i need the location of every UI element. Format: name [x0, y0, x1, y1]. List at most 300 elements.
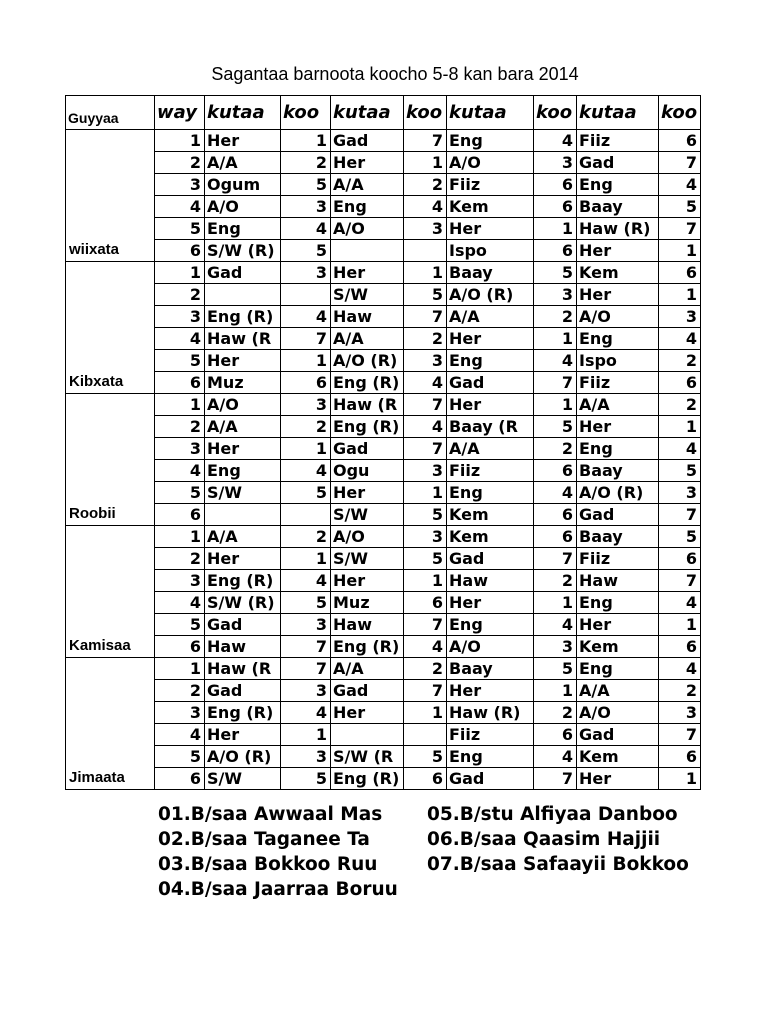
grade-cell: 4 — [404, 196, 447, 218]
subject-cell: Her — [331, 482, 404, 504]
teacher-entry: 07.B/saa Safaayii Bokkoo — [427, 854, 689, 875]
period-number: 1 — [155, 262, 205, 284]
subject-cell: Haw — [331, 614, 404, 636]
subject-cell — [331, 724, 404, 746]
grade-cell: 3 — [404, 218, 447, 240]
period-number: 4 — [155, 328, 205, 350]
period-number: 4 — [155, 460, 205, 482]
grade-cell: 7 — [404, 614, 447, 636]
teacher-entry: 02.B/saa Taganee Ta — [158, 829, 370, 850]
period-number: 3 — [155, 438, 205, 460]
subject-cell: Eng (R) — [331, 768, 404, 790]
subject-cell: Eng — [205, 460, 281, 482]
grade-cell: 6 — [534, 460, 577, 482]
grade-cell: 2 — [534, 570, 577, 592]
grade-cell: 7 — [534, 372, 577, 394]
grade-cell: 3 — [404, 526, 447, 548]
grade-cell: 2 — [659, 394, 701, 416]
grade-cell: 5 — [404, 746, 447, 768]
grade-cell: 3 — [281, 394, 331, 416]
grade-cell: 5 — [404, 504, 447, 526]
subject-cell: Eng — [577, 438, 659, 460]
grade-cell: 3 — [281, 196, 331, 218]
table-row — [66, 350, 701, 372]
table-row — [66, 768, 701, 790]
period-number: 4 — [155, 592, 205, 614]
grade-cell: 7 — [404, 130, 447, 152]
column-header: kutaa — [205, 96, 281, 130]
page-title: Sagantaa barnoota koocho 5-8 kan bara 2014 — [211, 64, 579, 84]
grade-cell: 4 — [659, 658, 701, 680]
grade-cell: 7 — [404, 306, 447, 328]
table-row — [66, 284, 701, 306]
grade-cell: 4 — [281, 702, 331, 724]
grade-cell: 6 — [659, 372, 701, 394]
grade-cell: 5 — [534, 658, 577, 680]
grade-cell: 7 — [659, 724, 701, 746]
subject-cell: Baay — [577, 460, 659, 482]
subject-cell: S/W — [331, 504, 404, 526]
grade-cell: 2 — [659, 350, 701, 372]
grade-cell: 7 — [281, 636, 331, 658]
teacher-entry: 05.B/stu Alfiyaa Danboo — [427, 804, 678, 825]
subject-cell: Kem — [577, 746, 659, 768]
subject-cell: Her — [577, 768, 659, 790]
subject-cell: Eng (R) — [205, 702, 281, 724]
grade-cell: 1 — [534, 680, 577, 702]
subject-cell: Eng (R) — [331, 372, 404, 394]
grade-cell: 5 — [281, 768, 331, 790]
subject-cell: Her — [331, 262, 404, 284]
timetable — [65, 95, 701, 790]
subject-cell: Eng — [331, 196, 404, 218]
grade-cell: 1 — [534, 592, 577, 614]
grade-cell: 3 — [534, 284, 577, 306]
grade-cell — [281, 504, 331, 526]
subject-cell: Gad — [331, 130, 404, 152]
grade-cell: 7 — [404, 438, 447, 460]
table-row — [66, 702, 701, 724]
grade-cell: 3 — [281, 262, 331, 284]
table-row — [66, 130, 701, 152]
period-number: 5 — [155, 614, 205, 636]
subject-cell: Her — [447, 592, 534, 614]
subject-cell: A/A — [205, 152, 281, 174]
table-row — [66, 592, 701, 614]
period-number: 3 — [155, 570, 205, 592]
table-row — [66, 218, 701, 240]
subject-cell: S/W (R — [331, 746, 404, 768]
table-row — [66, 460, 701, 482]
subject-cell: A/A — [205, 526, 281, 548]
period-number: 2 — [155, 152, 205, 174]
subject-cell: A/O (R) — [205, 746, 281, 768]
subject-cell: S/W — [205, 768, 281, 790]
table-row — [66, 240, 701, 262]
period-number: 6 — [155, 372, 205, 394]
subject-cell: Eng — [447, 746, 534, 768]
subject-cell: Fiiz — [577, 372, 659, 394]
period-number: 5 — [155, 350, 205, 372]
period-number: 3 — [155, 306, 205, 328]
subject-cell: Her — [205, 350, 281, 372]
subject-cell — [205, 284, 281, 306]
grade-cell: 1 — [404, 152, 447, 174]
period-number: 5 — [155, 482, 205, 504]
subject-cell: Gad — [205, 614, 281, 636]
grade-cell: 5 — [534, 262, 577, 284]
subject-cell: Fiiz — [447, 174, 534, 196]
subject-cell: Fiiz — [447, 460, 534, 482]
grade-cell: 6 — [404, 768, 447, 790]
grade-cell: 4 — [659, 438, 701, 460]
subject-cell: A/O (R) — [577, 482, 659, 504]
subject-cell — [205, 504, 281, 526]
subject-cell: Eng — [447, 614, 534, 636]
grade-cell: 3 — [659, 702, 701, 724]
table-row — [66, 482, 701, 504]
subject-cell: Gad — [577, 504, 659, 526]
subject-cell: A/O — [205, 196, 281, 218]
subject-cell: Kem — [447, 504, 534, 526]
grade-cell: 6 — [534, 240, 577, 262]
column-header: kutaa — [447, 96, 534, 130]
period-number: 2 — [155, 548, 205, 570]
grade-cell: 2 — [659, 680, 701, 702]
subject-cell: Gad — [447, 548, 534, 570]
grade-cell: 7 — [534, 548, 577, 570]
subject-cell: A/A — [205, 416, 281, 438]
grade-cell: 7 — [659, 152, 701, 174]
teacher-list-left — [158, 802, 423, 902]
subject-cell: Baay — [577, 526, 659, 548]
subject-cell: Her — [577, 284, 659, 306]
table-row — [66, 614, 701, 636]
subject-cell: A/O — [447, 636, 534, 658]
grade-cell: 6 — [534, 196, 577, 218]
grade-cell: 1 — [659, 768, 701, 790]
grade-cell — [404, 240, 447, 262]
grade-cell: 6 — [534, 504, 577, 526]
period-number: 4 — [155, 196, 205, 218]
grade-cell: 1 — [534, 218, 577, 240]
subject-cell: A/O (R) — [331, 350, 404, 372]
subject-cell: Her — [577, 614, 659, 636]
period-number: 1 — [155, 394, 205, 416]
grade-cell: 5 — [281, 240, 331, 262]
period-number: 1 — [155, 130, 205, 152]
grade-cell: 4 — [534, 746, 577, 768]
grade-cell: 6 — [659, 130, 701, 152]
grade-cell: 5 — [404, 284, 447, 306]
subject-cell: Eng — [447, 482, 534, 504]
grade-cell: 6 — [659, 746, 701, 768]
subject-cell: S/W (R) — [205, 592, 281, 614]
table-row — [66, 328, 701, 350]
subject-cell: Fiiz — [447, 724, 534, 746]
grade-cell: 7 — [534, 768, 577, 790]
grade-cell: 2 — [534, 306, 577, 328]
table-row — [66, 262, 701, 284]
grade-cell: 2 — [404, 328, 447, 350]
subject-cell: Eng — [205, 218, 281, 240]
period-number: 2 — [155, 416, 205, 438]
subject-cell — [331, 240, 404, 262]
grade-cell: 5 — [404, 548, 447, 570]
subject-cell: A/A — [577, 680, 659, 702]
period-number: 2 — [155, 680, 205, 702]
grade-cell: 6 — [281, 372, 331, 394]
subject-cell: Baay — [447, 262, 534, 284]
subject-cell: Fiiz — [577, 548, 659, 570]
subject-cell: S/W — [331, 548, 404, 570]
grade-cell: 1 — [534, 394, 577, 416]
subject-cell: Her — [205, 548, 281, 570]
grade-cell: 1 — [659, 240, 701, 262]
grade-cell: 1 — [281, 350, 331, 372]
grade-cell: 3 — [281, 680, 331, 702]
grade-cell: 3 — [534, 152, 577, 174]
subject-cell: Baay — [577, 196, 659, 218]
grade-cell: 7 — [659, 504, 701, 526]
subject-cell: Gad — [331, 680, 404, 702]
subject-cell: Gad — [331, 438, 404, 460]
subject-cell: A/A — [331, 328, 404, 350]
period-number: 6 — [155, 636, 205, 658]
grade-cell: 4 — [281, 306, 331, 328]
table-row — [66, 746, 701, 768]
grade-cell: 7 — [659, 218, 701, 240]
subject-cell: A/A — [577, 394, 659, 416]
subject-cell: Eng (R) — [205, 306, 281, 328]
table-row — [66, 152, 701, 174]
subject-cell: Eng (R) — [331, 636, 404, 658]
grade-cell: 2 — [404, 658, 447, 680]
subject-cell: Her — [331, 570, 404, 592]
subject-cell: Eng — [447, 130, 534, 152]
grade-cell: 1 — [404, 262, 447, 284]
table-row — [66, 196, 701, 218]
subject-cell: Her — [331, 152, 404, 174]
subject-cell: Haw — [205, 636, 281, 658]
period-number: 5 — [155, 218, 205, 240]
subject-cell: Baay (R — [447, 416, 534, 438]
teacher-entry: 04.B/saa Jaarraa Boruu — [158, 879, 398, 900]
grade-cell: 4 — [281, 460, 331, 482]
grade-cell: 2 — [281, 526, 331, 548]
day-label: Roobii — [66, 394, 155, 526]
period-number: 6 — [155, 768, 205, 790]
table-row — [66, 438, 701, 460]
subject-cell: Her — [577, 240, 659, 262]
table-row — [66, 636, 701, 658]
day-label: Kibxata — [66, 262, 155, 394]
teacher-entry: 06.B/saa Qaasim Hajjii — [427, 829, 661, 850]
column-header: koo — [659, 96, 701, 130]
grade-cell: 2 — [281, 416, 331, 438]
period-number: 6 — [155, 240, 205, 262]
subject-cell: Eng — [577, 174, 659, 196]
subject-cell: Kem — [577, 262, 659, 284]
day-label: Kamisaa — [66, 526, 155, 658]
subject-cell: Gad — [205, 262, 281, 284]
subject-cell: Ispo — [577, 350, 659, 372]
grade-cell: 3 — [404, 460, 447, 482]
table-row — [66, 306, 701, 328]
grade-cell: 4 — [534, 350, 577, 372]
column-header: kutaa — [577, 96, 659, 130]
grade-cell: 6 — [659, 636, 701, 658]
subject-cell: A/O — [205, 394, 281, 416]
subject-cell: A/O (R) — [447, 284, 534, 306]
subject-cell: Her — [205, 724, 281, 746]
table-row — [66, 658, 701, 680]
grade-cell: 1 — [281, 438, 331, 460]
day-label: wiixata — [66, 130, 155, 262]
column-header: kutaa — [331, 96, 404, 130]
grade-cell: 7 — [404, 680, 447, 702]
subject-cell: A/A — [331, 658, 404, 680]
grade-cell: 4 — [534, 130, 577, 152]
grade-cell: 6 — [404, 592, 447, 614]
grade-cell: 1 — [659, 416, 701, 438]
subject-cell: Eng (R) — [331, 416, 404, 438]
subject-cell: Gad — [577, 724, 659, 746]
subject-cell: Gad — [447, 768, 534, 790]
table-row — [66, 548, 701, 570]
subject-cell: S/W (R) — [205, 240, 281, 262]
day-column-header: Guyyaa — [66, 96, 155, 130]
subject-cell: Fiiz — [577, 130, 659, 152]
subject-cell: Haw (R) — [447, 702, 534, 724]
grade-cell: 4 — [404, 636, 447, 658]
grade-cell: 1 — [281, 724, 331, 746]
subject-cell: Kem — [447, 526, 534, 548]
grade-cell: 4 — [404, 416, 447, 438]
grade-cell: 5 — [659, 460, 701, 482]
grade-cell: 7 — [404, 394, 447, 416]
subject-cell: S/W — [205, 482, 281, 504]
subject-cell: Eng — [577, 658, 659, 680]
table-row — [66, 504, 701, 526]
grade-cell: 5 — [281, 482, 331, 504]
period-number: 3 — [155, 702, 205, 724]
column-header: koo — [281, 96, 331, 130]
column-header: way — [155, 96, 205, 130]
grade-cell: 1 — [404, 482, 447, 504]
grade-cell: 1 — [659, 614, 701, 636]
column-header: koo — [404, 96, 447, 130]
grade-cell: 3 — [534, 636, 577, 658]
grade-cell: 1 — [659, 284, 701, 306]
grade-cell: 4 — [281, 570, 331, 592]
table-row — [66, 372, 701, 394]
subject-cell: Her — [205, 130, 281, 152]
subject-cell: A/O — [331, 526, 404, 548]
header-row — [66, 96, 701, 130]
subject-cell: A/O — [447, 152, 534, 174]
grade-cell — [404, 724, 447, 746]
subject-cell: Her — [447, 394, 534, 416]
grade-cell: 3 — [281, 746, 331, 768]
grade-cell: 1 — [404, 702, 447, 724]
subject-cell: Haw — [577, 570, 659, 592]
subject-cell: Gad — [447, 372, 534, 394]
subject-cell: Her — [205, 438, 281, 460]
grade-cell: 6 — [659, 262, 701, 284]
teacher-entry: 01.B/saa Awwaal Mas — [158, 804, 383, 825]
grade-cell: 2 — [404, 174, 447, 196]
grade-cell: 1 — [404, 570, 447, 592]
subject-cell: Eng (R) — [205, 570, 281, 592]
subject-cell: A/O — [577, 702, 659, 724]
grade-cell: 7 — [281, 658, 331, 680]
table-row — [66, 526, 701, 548]
grade-cell: 3 — [281, 614, 331, 636]
grade-cell: 6 — [659, 548, 701, 570]
subject-cell: Her — [447, 328, 534, 350]
subject-cell: Kem — [447, 196, 534, 218]
subject-cell: Haw (R — [205, 658, 281, 680]
subject-cell: S/W — [331, 284, 404, 306]
period-number: 5 — [155, 746, 205, 768]
grade-cell: 1 — [281, 548, 331, 570]
grade-cell: 7 — [281, 328, 331, 350]
grade-cell: 3 — [659, 306, 701, 328]
grade-cell: 5 — [534, 416, 577, 438]
subject-cell: Gad — [577, 152, 659, 174]
table-row — [66, 680, 701, 702]
subject-cell: Haw (R — [331, 394, 404, 416]
grade-cell: 5 — [281, 174, 331, 196]
subject-cell: Baay — [447, 658, 534, 680]
subject-cell: Ogum — [205, 174, 281, 196]
grade-cell: 7 — [659, 570, 701, 592]
subject-cell: Haw (R — [205, 328, 281, 350]
grade-cell: 4 — [404, 372, 447, 394]
subject-cell: A/O — [577, 306, 659, 328]
grade-cell: 4 — [659, 174, 701, 196]
grade-cell: 6 — [534, 526, 577, 548]
period-number: 3 — [155, 174, 205, 196]
subject-cell: A/O — [331, 218, 404, 240]
grade-cell: 3 — [659, 482, 701, 504]
subject-cell: Muz — [331, 592, 404, 614]
subject-cell: Her — [447, 680, 534, 702]
grade-cell — [281, 284, 331, 306]
subject-cell: A/A — [331, 174, 404, 196]
table-row — [66, 570, 701, 592]
subject-cell: Her — [331, 702, 404, 724]
subject-cell: Haw — [447, 570, 534, 592]
subject-cell: Eng — [577, 592, 659, 614]
period-number: 1 — [155, 526, 205, 548]
subject-cell: Ispo — [447, 240, 534, 262]
grade-cell: 1 — [534, 328, 577, 350]
subject-cell: A/A — [447, 306, 534, 328]
grade-cell: 1 — [281, 130, 331, 152]
teacher-list — [158, 802, 703, 902]
subject-cell: Gad — [205, 680, 281, 702]
period-number: 6 — [155, 504, 205, 526]
table-row — [66, 416, 701, 438]
teacher-list-right — [427, 802, 703, 877]
period-number: 4 — [155, 724, 205, 746]
column-header: koo — [534, 96, 577, 130]
grade-cell: 5 — [659, 526, 701, 548]
grade-cell: 6 — [534, 174, 577, 196]
teacher-entry: 03.B/saa Bokkoo Ruu — [158, 854, 378, 875]
